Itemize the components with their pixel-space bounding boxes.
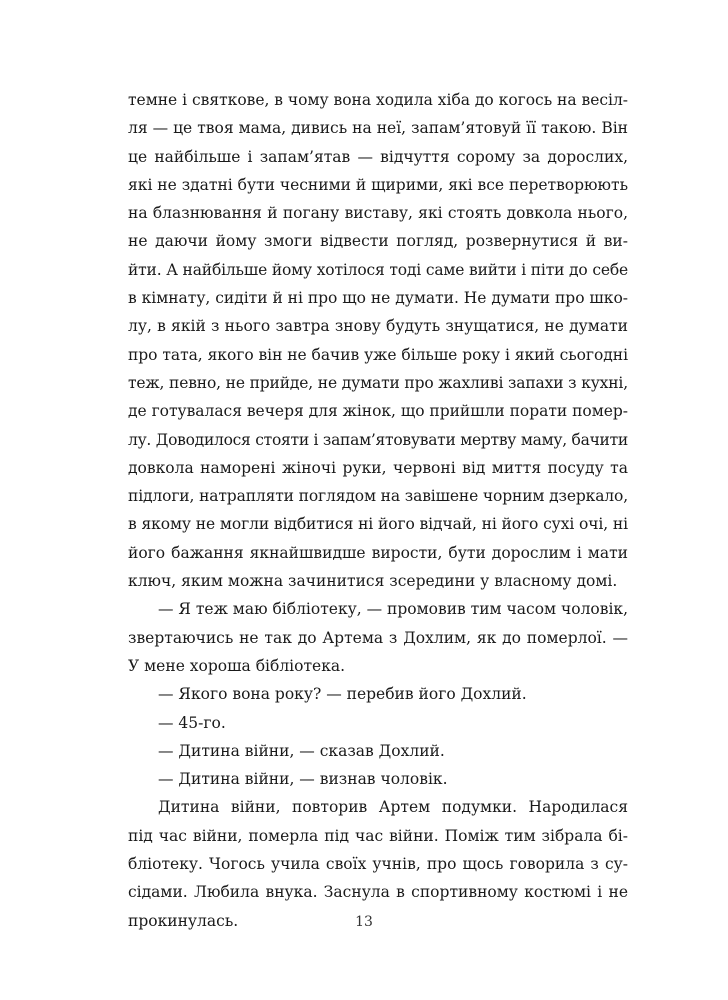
text-line: на блазнювання й погану виставу, які стоять довкола нього, (128, 204, 628, 223)
text-line: під час війни, померла під час війни. Поміж тим зібрала бі- (128, 826, 628, 845)
text-line: У мене хороша бібліотека. (128, 656, 346, 675)
text-line: Дитина війни, повторив Артем подумки. Народилася (158, 798, 628, 817)
text-line: лу. Доводилося стояти і запам’ятовувати мертву маму, бачити (128, 430, 628, 449)
text-line: — Дитина війни, — визнав чоловік. (158, 770, 448, 789)
text-line: сідами. Любила внука. Заснула в спортивному костюмі і не (128, 883, 628, 902)
text-line: — Якого вона року? — перебив його Дохлий. (158, 685, 527, 704)
text-line: де готувалася вечеря для жінок, що прийшли порати помер- (128, 402, 628, 421)
text-line: в якому не могли відбитися ні його відчай, ні його сухі очі, ні (128, 515, 629, 534)
text-line: — Я теж маю бібліотеку, — промовив тим часом чоловік, (158, 600, 629, 619)
text-line: темне і святкове, в чому вона ходила хіба до когось на весіл- (128, 91, 628, 109)
text-line: про тата, якого він не бачив уже більше року і який сьогодні (128, 345, 628, 364)
text-line: які не здатні бути чесними й щирими, які все перетворюють (128, 175, 628, 194)
text-line: прокинулась. (128, 911, 239, 930)
text-line: його бажання якнайшвидше вирости, бути дорослим і мати (128, 543, 628, 562)
text-line: бліотеку. Чогось учила своїх учнів, про щось говорила з су- (128, 855, 628, 874)
text-line: звертаючись не так до Артема з Дохлим, як до померлої. — (128, 628, 628, 647)
text-line: теж, певно, не прийде, не думати про жахливі запахи з кухні, (128, 373, 628, 392)
text-line: підлоги, натрапляти поглядом на завішене чорним дзеркало, (128, 487, 628, 506)
text-line: лу, в якій з нього завтра знову будуть знущатися, не думати (128, 317, 628, 336)
text-line: — 45-го. (158, 713, 226, 732)
text-line: йти. А найбільше йому хотілося тоді саме вийти і піти до себе (128, 260, 628, 279)
text-line: — Дитина війни, — сказав Дохлий. (158, 741, 445, 760)
text-line: ля — це твоя мама, дивись на неї, запам’ятовуй її такою. Він (128, 119, 628, 138)
text-line: не даючи йому змоги відвести погляд, розвернутися й ви- (128, 232, 628, 251)
text-line: в кімнату, сидіти й ні про що не думати. Не думати про шко- (128, 289, 628, 308)
text-line: це найбільше і запам’ятав — відчуття сорому за дорослих, (128, 147, 628, 166)
page-number: 13 (355, 914, 373, 930)
body-text (128, 86, 628, 935)
text-line: ключ, яким можна зачинитися зсередини у власному домі. (128, 572, 618, 591)
text-line: довкола наморені жіночі руки, червоні від миття посуду та (128, 458, 628, 477)
